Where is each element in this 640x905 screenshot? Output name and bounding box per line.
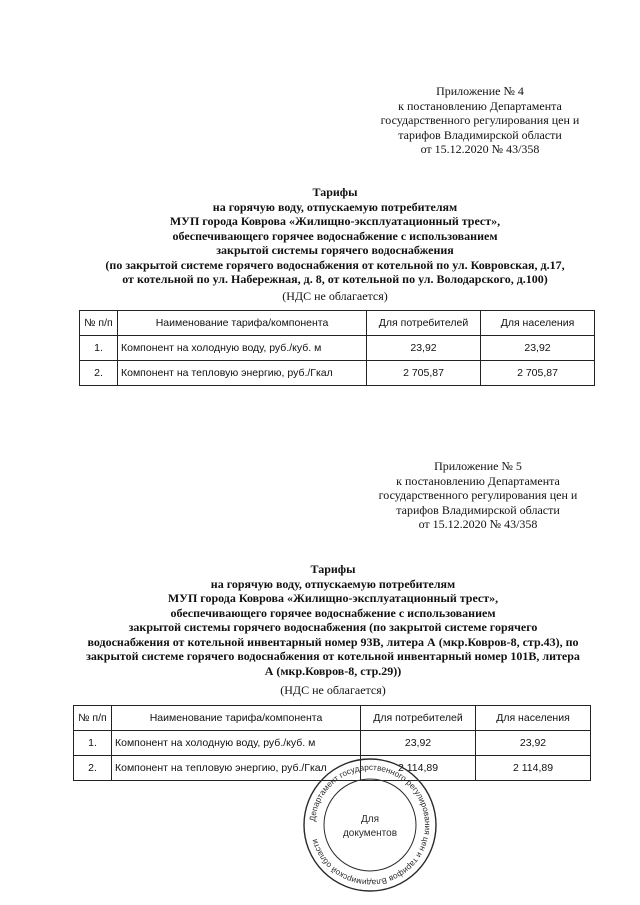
title-line: закрытой системы горячего водоснабжения [216, 243, 454, 257]
tariff-title-2 [0, 562, 640, 678]
row-consumers-value: 23,92 [361, 731, 476, 756]
title-line: (по закрытой системе горячего водоснабжения от котельной по ул. Ковровская, д.17, [105, 257, 565, 272]
title-line: МУП города Коврова «Жилищно-эксплуатационный трест», [167, 591, 499, 605]
col-header-consumers: Для потребителей [361, 706, 476, 731]
row-name: Компонент на холодную воду, руб./куб. м [112, 731, 361, 756]
col-header-consumers: Для потребителей [367, 311, 481, 336]
title-line: обеспечивающего горячее водоснабжение с использованием [172, 228, 498, 243]
tariff-table-1 [79, 310, 595, 386]
official-stamp [300, 755, 440, 895]
stamp-ring-text: Департамент государственного регулирования цен и тарифов Владимирской области [308, 762, 433, 888]
annex-line: Приложение № 4 [436, 84, 524, 98]
title-line: Тарифы [312, 185, 358, 199]
table-row [80, 336, 595, 361]
row-number: 1. [74, 731, 112, 756]
tariff-title-1 [0, 185, 640, 287]
stamp-center-line-1: Для [360, 814, 380, 825]
table-row [74, 731, 591, 756]
annex-line: Приложение № 5 [434, 459, 522, 473]
stamp-inner-ring [324, 779, 416, 871]
row-population-value: 23,92 [481, 336, 595, 361]
title-line: закрытой системы горячего водоснабжения (по закрытой системе горячего [128, 620, 538, 634]
annex-line: государственного регулирования цен и [380, 113, 580, 127]
row-consumers-value: 2 705,87 [367, 361, 481, 386]
annex-4-header [360, 84, 600, 157]
row-name: Компонент на тепловую энергию, руб./Гкал [118, 361, 367, 386]
annex-5-header [358, 459, 598, 532]
table-header-row [80, 311, 595, 336]
title-line: закрытой системе горячего водоснабжения от котельной инвентарный номер 101В, литера [86, 649, 580, 663]
col-header-population: Для населения [481, 311, 595, 336]
col-header-number: № п/п [74, 706, 112, 731]
col-header-name: Наименование тарифа/компонента [118, 311, 367, 336]
title-line: от котельной по ул. Набережная, д. 8, от котельной по ул. Володарского, д.100) [122, 272, 548, 286]
row-name: Компонент на холодную воду, руб./куб. м [118, 336, 367, 361]
annex-line: к постановлению Департамента [396, 473, 560, 488]
col-header-name: Наименование тарифа/компонента [112, 706, 361, 731]
row-consumers-value: 2 114,89 [361, 756, 476, 781]
title-line: Тарифы [310, 562, 356, 576]
row-number: 1. [80, 336, 118, 361]
stamp-center-line-2: документов [342, 828, 398, 839]
title-line: обеспечивающего горячее водоснабжение с использованием [170, 605, 496, 620]
annex-line: от 15.12.2020 № 43/358 [420, 142, 540, 156]
annex-line: тарифов Владимирской области [396, 502, 560, 517]
title-line: А (мкр.Ковров-8, стр.29)) [264, 663, 402, 678]
row-population-value: 2 705,87 [481, 361, 595, 386]
row-name: Компонент на тепловую энергию, руб./Гкал [112, 756, 361, 781]
annex-line: государственного регулирования цен и [378, 488, 578, 502]
table-row [80, 361, 595, 386]
row-population-value: 23,92 [476, 731, 591, 756]
row-population-value: 2 114,89 [476, 756, 591, 781]
annex-line: тарифов Владимирской области [398, 127, 562, 142]
annex-line: к постановлению Департамента [398, 98, 562, 113]
title-line: на горячую воду, отпускаемую потребителям [210, 576, 456, 591]
row-number: 2. [74, 756, 112, 781]
vat-note-2: (НДС не облагается) [280, 683, 386, 697]
vat-note-1: (НДС не облагается) [282, 289, 388, 303]
title-line: водоснабжения от котельной инвентарный номер 93В, литера А (мкр.Ковров-8, стр.43), по [87, 634, 579, 649]
col-header-population: Для населения [476, 706, 591, 731]
row-number: 2. [80, 361, 118, 386]
title-line: МУП города Коврова «Жилищно-эксплуатационный трест», [169, 214, 501, 228]
row-consumers-value: 23,92 [367, 336, 481, 361]
title-line: на горячую воду, отпускаемую потребителям [212, 199, 458, 214]
table-header-row [74, 706, 591, 731]
annex-line: от 15.12.2020 № 43/358 [418, 517, 538, 531]
col-header-number: № п/п [80, 311, 118, 336]
